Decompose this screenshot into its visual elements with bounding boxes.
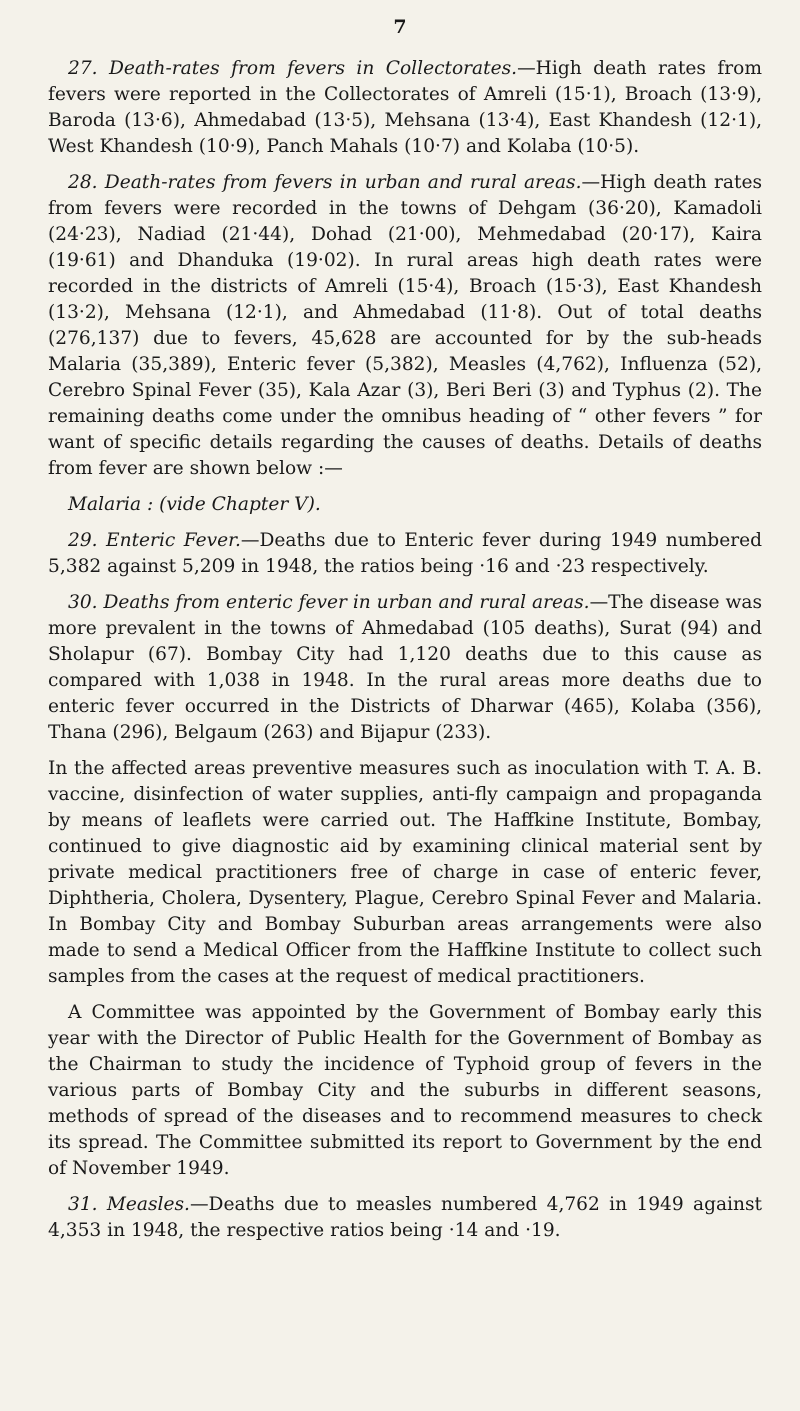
paragraph-27-heading: 27. Death-rates from fevers in Collectorates. xyxy=(68,58,518,79)
paragraph-30-committee xyxy=(48,1000,762,1182)
paragraph-30c-text: A Committee was appointed by the Government of Bombay early this year with the Director of Public Health for the Government of Bombay as the Chairman to study the incidence of Typhoid group of fevers in the various parts of Bombay City and the suburbs in different seasons, methods of spread of the diseases and to recommend measures to check its spread. The Committee submitted its report to Government by the end of November 1949. xyxy=(48,1002,762,1179)
malaria-note xyxy=(48,492,762,518)
paragraph-31 xyxy=(48,1192,762,1244)
paragraph-30b-text: In the affected areas preventive measures such as inoculation with T. A. B. vaccine, disinfection of water supplies, anti-fly campaign and propaganda by means of leaflets were carried out. The Haffkine Institute, Bombay, continued to give diagnostic aid by examining clinical material sent by private medical practitioners free of charge in case of enteric fever, Diphtheria, Cholera, Dysentery, Plague, Cerebro Spinal Fever and Malaria. In Bombay City and Bombay Suburban areas arrangements were also made to send a Medical Officer from the Haffkine Institute to collect such samples from the cases at the request of medical practitioners. xyxy=(48,758,762,987)
paragraph-28 xyxy=(48,170,762,482)
paragraph-31-heading: 31. Measles. xyxy=(68,1194,190,1215)
paragraph-30-text: —The disease was more prevalent in the towns of Ahmedabad (105 deaths), Surat (94) and Sholapur (67). Bombay City had 1,120 deaths due to this cause as compared with 1,038 in 1948. In the rural areas more deaths due to enteric fever occurred in the Districts of Dharwar (465), Kolaba (356), Thana (296), Belgaum (263) and Bijapur (233). xyxy=(48,592,762,743)
paragraph-27 xyxy=(48,56,762,160)
page-number: 7 xyxy=(393,16,407,38)
paragraph-29 xyxy=(48,528,762,580)
paragraph-29-text: —Deaths due to Enteric fever during 1949 numbered 5,382 against 5,209 in 1948, the ratios being ·16 and ·23 respectively. xyxy=(48,530,762,577)
paragraph-28-heading: 28. Death-rates from fevers in urban and rural areas. xyxy=(68,172,582,193)
paragraph-27-text: —High death rates from fevers were reported in the Collectorates of Amreli (15·1), Broach (13·9), Baroda (13·6), Ahmedabad (13·5), Mehsana (13·4), East Khandesh (12·1), West Khandesh (10·9), Panch Mahals (10·7) and Kolaba (10·5). xyxy=(48,58,762,157)
paragraph-28-text: —High death rates from fevers were recorded in the towns of Dehgam (36·20), Kamadoli (24·23), Nadiad (21·44), Dohad (21·00), Mehmedabad (20·17), Kaira (19·61) and Dhanduka (19·02). In rural areas high death rates were recorded in the districts of Amreli (15·4), Broach (15·3), East Khandesh (13·2), Mehsana (12·1), and Ahmedabad (11·8). Out of total deaths (276,137) due to fevers, 45,628 are accounted for by the sub-heads Malaria (35,389), Enteric fever (5,382), Measles (4,762), Influenza (52), Cerebro Spinal Fever (35), Kala Azar (3), Beri Beri (3) and Typhus (2). The remaining deaths come under the omnibus heading of “ other fevers ” for want of specific details regarding the causes of deaths. Details of deaths from fever are shown below :— xyxy=(48,172,762,479)
page-body xyxy=(48,56,762,1254)
paragraph-29-heading: 29. Enteric Fever. xyxy=(68,530,241,551)
paragraph-30-preventive-measures xyxy=(48,756,762,990)
paragraph-31-text: —Deaths due to measles numbered 4,762 in 1949 against 4,353 in 1948, the respective ratios being ·14 and ·19. xyxy=(48,1194,762,1241)
malaria-note-text: Malaria : (vide Chapter V). xyxy=(68,494,321,515)
paragraph-30-heading: 30. Deaths from enteric fever in urban and rural areas. xyxy=(68,592,590,613)
paragraph-30 xyxy=(48,590,762,746)
